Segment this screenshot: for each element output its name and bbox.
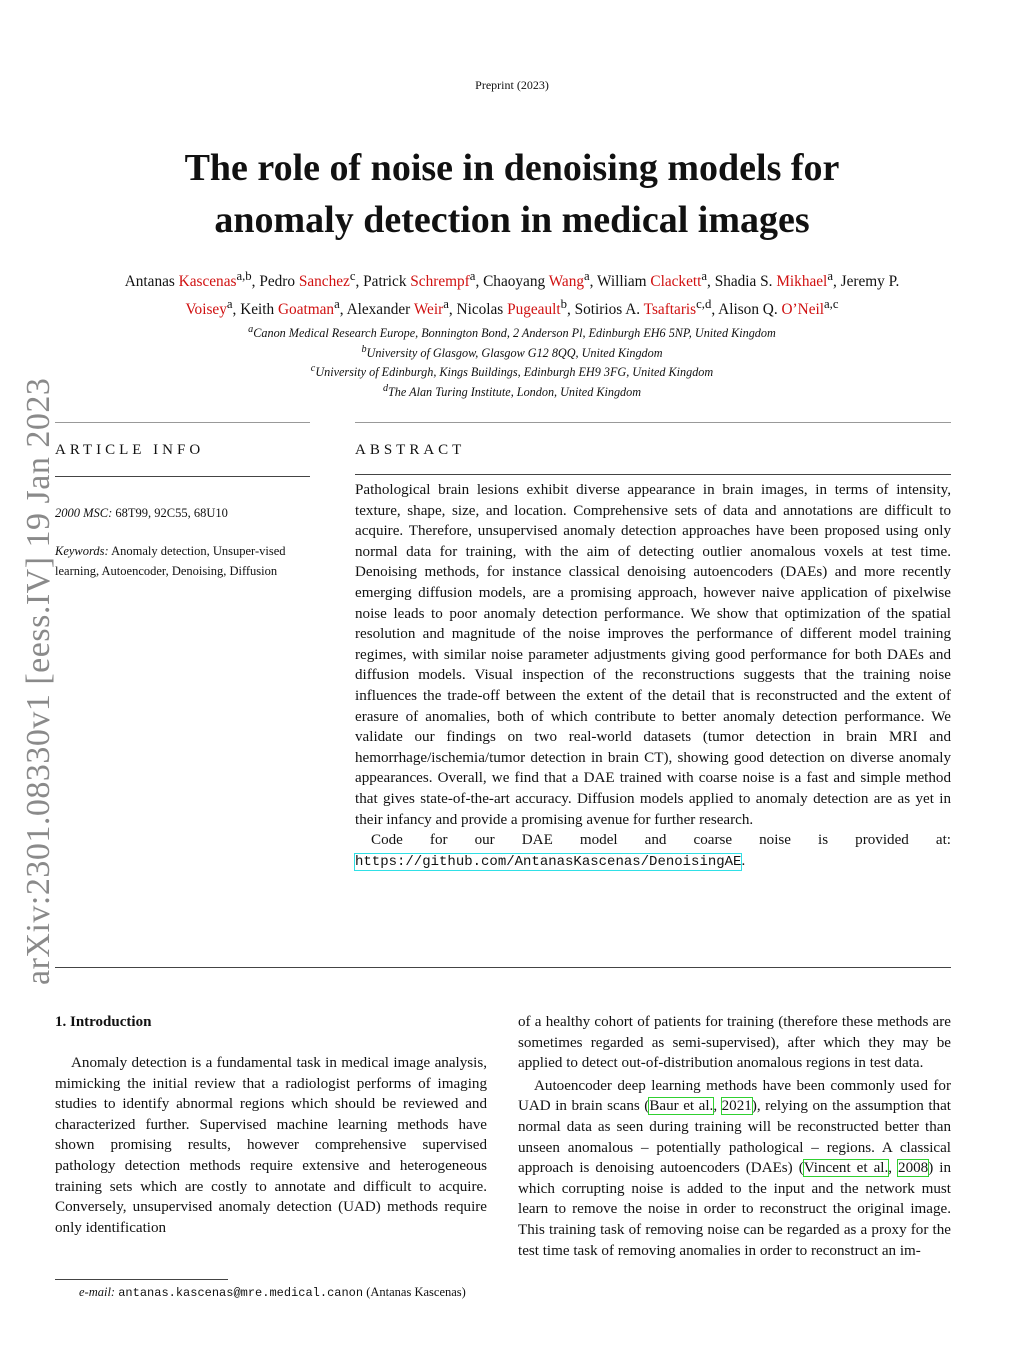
citation-link[interactable]: Baur et al.: [649, 1098, 714, 1115]
code-availability: Code for our DAE model and coarse noise is provided at: https://github.com/AntanasKascenas/DenoisingAE.: [355, 832, 951, 870]
divider: [55, 422, 310, 423]
author-list: [62, 265, 962, 321]
author: Chaoyang Wang$^a$,: [483, 269, 598, 291]
author: Antanas Kascenas$^{a,b}$,: [124, 269, 260, 291]
keywords: Keywords: Anomaly detection, Unsuper-vised learning, Autoencoder, Denoising, Diffusion: [55, 544, 286, 578]
affiliation: $^a$Canon Medical Research Europe, Bonnington Bond, 2 Anderson Pl, Edinburgh EH6 5NP, United Kingdom: [248, 324, 776, 341]
footnote-rule: [55, 1279, 228, 1280]
abstract-text: Pathological brain lesions exhibit diverse appearance in brain images, in terms of intensity, texture, shape, size, and location. Comprehensive sets of data and annotations are difficult to acquire. Therefore, unsupervised anomaly detection approaches have been proposed using only normal data for training, with the aim of detecting outlier anomalous voxels at test time. Denoising methods, for instance classical denoising autoencoders (DAEs) and more recently emerging diffusion models, are a promising approach, however naive application of pixelwise noise leads to poor anomaly detection performance. We show that optimization of the spatial resolution and magnitude of the noise improves the performance of different model training regimes, with similar noise parameter adjustments giving good performance for both DAEs and diffusion models. Visual inspection of the reconstructions suggests that the training noise influences the trade-off between the extent of the detail that is reconstructed and the extent of erasure of anomalies, both of which contribute to better anomaly detection performance. We validate our findings on two real-world datasets (tumor detection in brain MRI and hemorrhage/ischemia/tumor detection in brain CT), showing good detection on diverse anomaly appearances. Overall, we find that a DAE trained with coarse noise is a fast and simple method that gives state-of-the-art accuracy. Diffusion models applied to anomaly detection are as yet in their infancy and provide a promising avenue for further research.: [355, 482, 951, 828]
author: Keith Goatman$^a$,: [240, 297, 347, 319]
affiliations: [62, 322, 962, 400]
running-header: Preprint (2023): [475, 78, 549, 92]
author: Nicolas Pugeault$^b$,: [456, 297, 575, 319]
affiliation: $^c$University of Edinburgh, Kings Buildings, Edinburgh EH9 3FG, United Kingdom: [310, 363, 714, 380]
title-line-1: The role of noise in denoising models for: [184, 147, 840, 189]
author: Pedro Sanchez$^c$,: [259, 269, 364, 291]
msc-codes: 2000 MSC: 68T99, 92C55, 68U10: [55, 506, 228, 520]
intro-left-column: [55, 1053, 487, 1238]
author-link[interactable]: Tsaftaris: [643, 301, 697, 319]
citation-link[interactable]: Vincent et al.: [803, 1160, 889, 1177]
divider: [55, 476, 310, 477]
abstract-body: [355, 480, 951, 872]
affiliation: $^d$The Alan Turing Institute, London, United Kingdom: [382, 382, 642, 399]
author-link[interactable]: Pugeault: [507, 301, 561, 319]
author-link[interactable]: Sanchez: [298, 273, 350, 291]
arxiv-stamp: arXiv:2301.08330v1 [eess.IV] 19 Jan 2023: [20, 377, 57, 985]
paragraph: Autoencoder deep learning methods have been commonly used for UAD in brain scans (Baur et al., 2021), relying on the assumption that normal data as seen during training will be reconstructed better than unseen anomalous – potentially pathological – regions. A classical approach is denoising autoencoders (DAEs) (Vincent et al., 2008) in which corrupting noise is added to the input and the network must learn to remove the noise in order to reconstruct the original image. This training task of removing noise can be regarded as a proxy for the test time task of removing anomalies in order to reconstruct an im-: [518, 1077, 952, 1259]
divider: [55, 967, 951, 968]
paper-title: [80, 142, 944, 246]
paragraph: of a healthy cohort of patients for training (therefore these methods are sometimes regarded as semi-supervised), after which they may be applied to detect out-of-distribution anomalous regions in test data.: [518, 1014, 951, 1072]
author-link[interactable]: Clackett: [650, 273, 702, 291]
author: William Clackett$^a$,: [597, 269, 715, 291]
author: Sotirios A. Tsaftaris$^{c,d}$,: [574, 297, 719, 319]
author: Alison Q. O’Neil$^{a,c}$: [718, 297, 839, 319]
abstract-heading: ABSTRACT: [355, 442, 466, 458]
author-link[interactable]: Goatman: [278, 301, 335, 319]
author-link[interactable]: Mikhael: [776, 273, 828, 291]
author-link[interactable]: Schrempf: [410, 273, 470, 291]
article-info-heading: ARTICLE INFO: [55, 442, 205, 458]
author: Alexander Weir$^a$,: [346, 297, 457, 319]
intro-right-column: [518, 1012, 951, 1261]
code-link[interactable]: https://github.com/AntanasKascenas/DenoisingAE: [355, 853, 742, 870]
author-link[interactable]: Weir: [413, 301, 444, 319]
author: Patrick Schrempf$^a$,: [363, 269, 484, 291]
section-title: 1. Introduction: [55, 1014, 152, 1030]
citation-link[interactable]: 2008: [898, 1160, 929, 1177]
author: Jeremy P. Voisey$^a$,: [185, 273, 900, 319]
divider: [355, 474, 951, 475]
affiliation: $^b$University of Glasgow, Glasgow G12 8QQ, United Kingdom: [361, 343, 663, 360]
footnote: e-mail: antanas.kascenas@mre.medical.canon (Antanas Kascenas): [79, 1285, 466, 1300]
author-link[interactable]: Voisey: [185, 301, 227, 319]
author-link[interactable]: Kascenas: [178, 273, 237, 291]
author-link[interactable]: Wang: [548, 273, 584, 291]
author-link[interactable]: O’Neil: [781, 301, 824, 319]
author: Shadia S. Mikhael$^a$,: [714, 269, 841, 291]
divider: [355, 422, 951, 423]
paragraph: Anomaly detection is a fundamental task in medical image analysis, mimicking the initial review that a radiologist performs of imaging studies to identify abnormal regions which should be reviewed and characterized further. Supervised machine learning methods have shown promising results, however comprehensive supervised pathology detection methods require extensive and heterogeneous training sets which are costly to annotate and difficult to acquire. Conversely, unsupervised anomaly detection (UAD) methods require only identification: [55, 1055, 487, 1236]
citation-link[interactable]: 2021: [721, 1098, 752, 1115]
email-link[interactable]: antanas.kascenas@mre.medical.canon: [118, 1286, 364, 1300]
title-line-2: anomaly detection in medical images: [214, 199, 810, 241]
